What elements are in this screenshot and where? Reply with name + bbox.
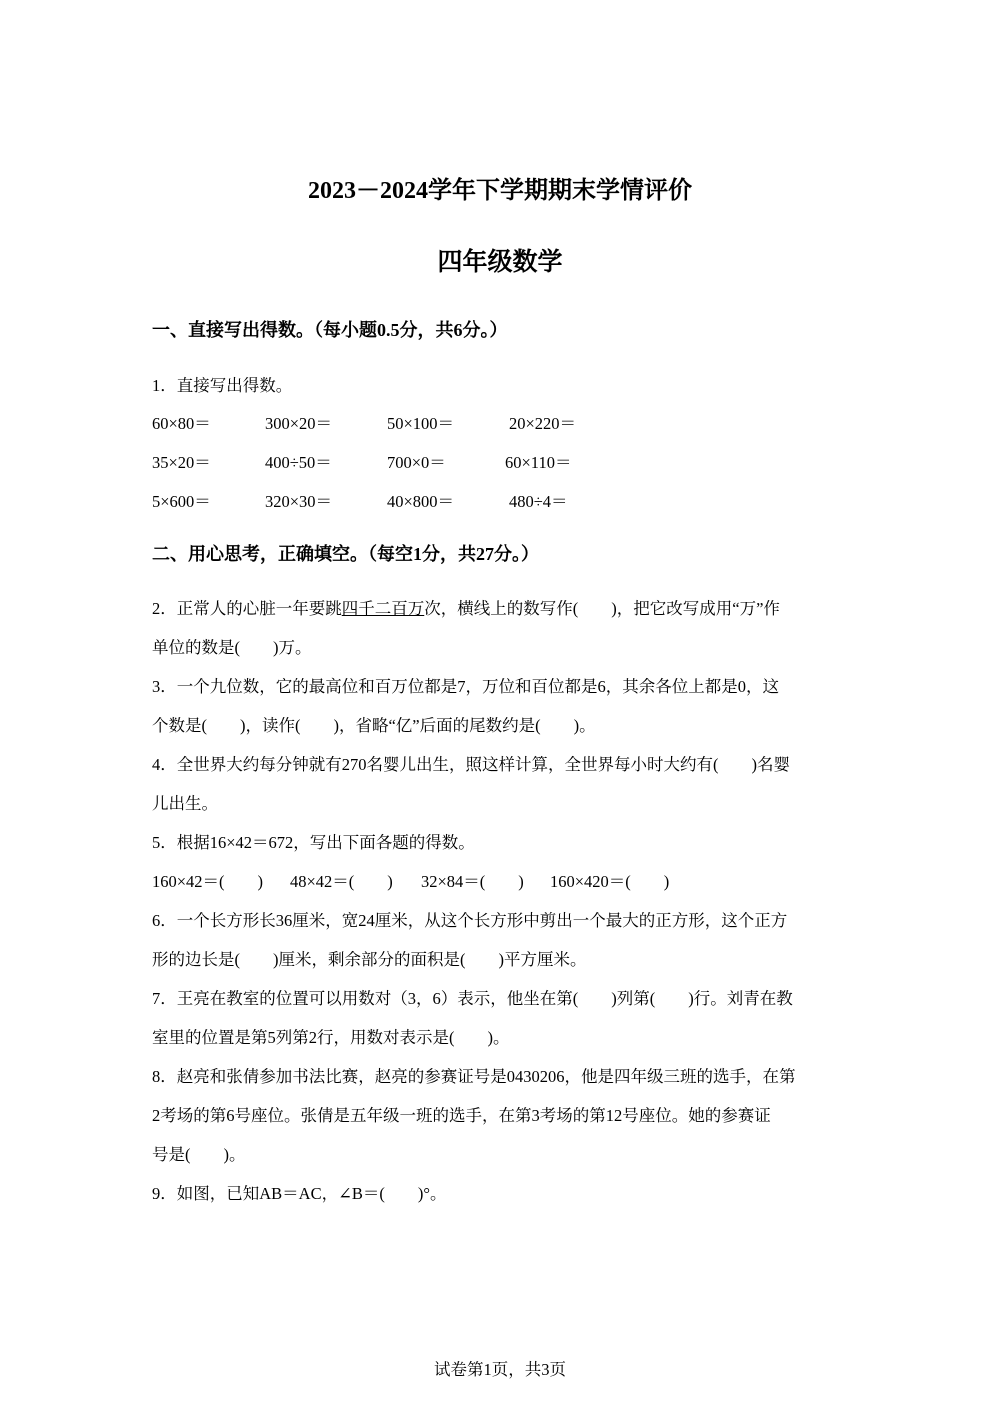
calc-item: 480÷4＝ <box>509 492 568 511</box>
question-7-line-2: 室里的位置是第5列第2行，用数对表示是( )。 <box>152 1028 510 1047</box>
calc-item: 5×600＝ <box>152 492 211 511</box>
question-7-line-1: 7．王亮在教室的位置可以用数对（3，6）表示，他坐在第( )列第( )行。刘青在教 <box>152 989 793 1008</box>
calc-item: 35×20＝ <box>152 453 211 472</box>
calc-item: 20×220＝ <box>509 414 577 433</box>
question-8-line-2: 2考场的第6号座位。张倩是五年级一班的选手，在第3考场的第12号座位。她的参赛证 <box>152 1106 771 1125</box>
question-3-line-2: 个数是( )，读作( )，省略“亿”后面的尾数约是( )。 <box>152 716 596 735</box>
calc-item: 400÷50＝ <box>265 453 332 472</box>
question-5-item: 32×84＝( ) <box>421 872 524 891</box>
question-5-item: 160×42＝( ) <box>152 872 264 891</box>
question-8-line-3: 号是( )。 <box>152 1145 246 1164</box>
calc-item: 700×0＝ <box>387 453 446 472</box>
question-2-text-post: 次，横线上的数写作( )，把它改写成用“万”作 <box>424 599 780 618</box>
question-3-line-1: 3．一个九位数，它的最高位和百万位都是7，万位和百位都是6，其余各位上都是0，这 <box>152 677 779 696</box>
question-1-label: 1．直接写出得数。 <box>152 376 293 395</box>
question-9-line-1: 9．如图，已知AB＝AC，∠B＝( )°。 <box>152 1184 447 1203</box>
question-4-line-1: 4．全世界大约每分钟就有270名婴儿出生，照这样计算，全世界每小时大约有( )名婴 <box>152 755 790 774</box>
question-2-underlined: 四千二百万 <box>341 599 425 618</box>
calc-item: 40×800＝ <box>387 492 455 511</box>
question-5-item: 48×42＝( ) <box>290 872 393 891</box>
exam-subtitle: 四年级数学 <box>437 249 563 276</box>
section-2-heading: 二、用心思考，正确填空。（每空1分，共27分。） <box>152 544 539 564</box>
question-6-line-1: 6．一个长方形长36厘米，宽24厘米，从这个长方形中剪出一个最大的正方形，这个正方 <box>152 911 788 930</box>
question-2-line-2: 单位的数是( )万。 <box>152 638 312 657</box>
question-5-line-1: 5．根据16×42＝672，写出下面各题的得数。 <box>152 833 475 852</box>
question-4-line-2: 儿出生。 <box>152 794 218 813</box>
calc-item: 300×20＝ <box>265 414 333 433</box>
section-1-heading: 一、直接写出得数。（每小题0.5分，共6分。） <box>152 320 508 340</box>
question-2-text-pre: 2．正常人的心脏一年要跳 <box>152 599 342 618</box>
question-8-line-1: 8．赵亮和张倩参加书法比赛，赵亮的参赛证号是0430206，他是四年级三班的选手，在第 <box>152 1067 796 1086</box>
calc-item: 60×80＝ <box>152 414 211 433</box>
question-6-line-2: 形的边长是( )厘米，剩余部分的面积是( )平方厘米。 <box>152 950 587 969</box>
exam-title: 2023－2024学年下学期期末学情评价 <box>308 178 692 204</box>
calc-item: 320×30＝ <box>265 492 333 511</box>
calc-item: 60×110＝ <box>505 453 572 472</box>
page-footer: 试卷第1页，共3页 <box>434 1360 566 1379</box>
question-5-item: 160×420＝( ) <box>550 872 670 891</box>
calc-item: 50×100＝ <box>387 414 455 433</box>
question-2-line-1 <box>152 595 780 619</box>
